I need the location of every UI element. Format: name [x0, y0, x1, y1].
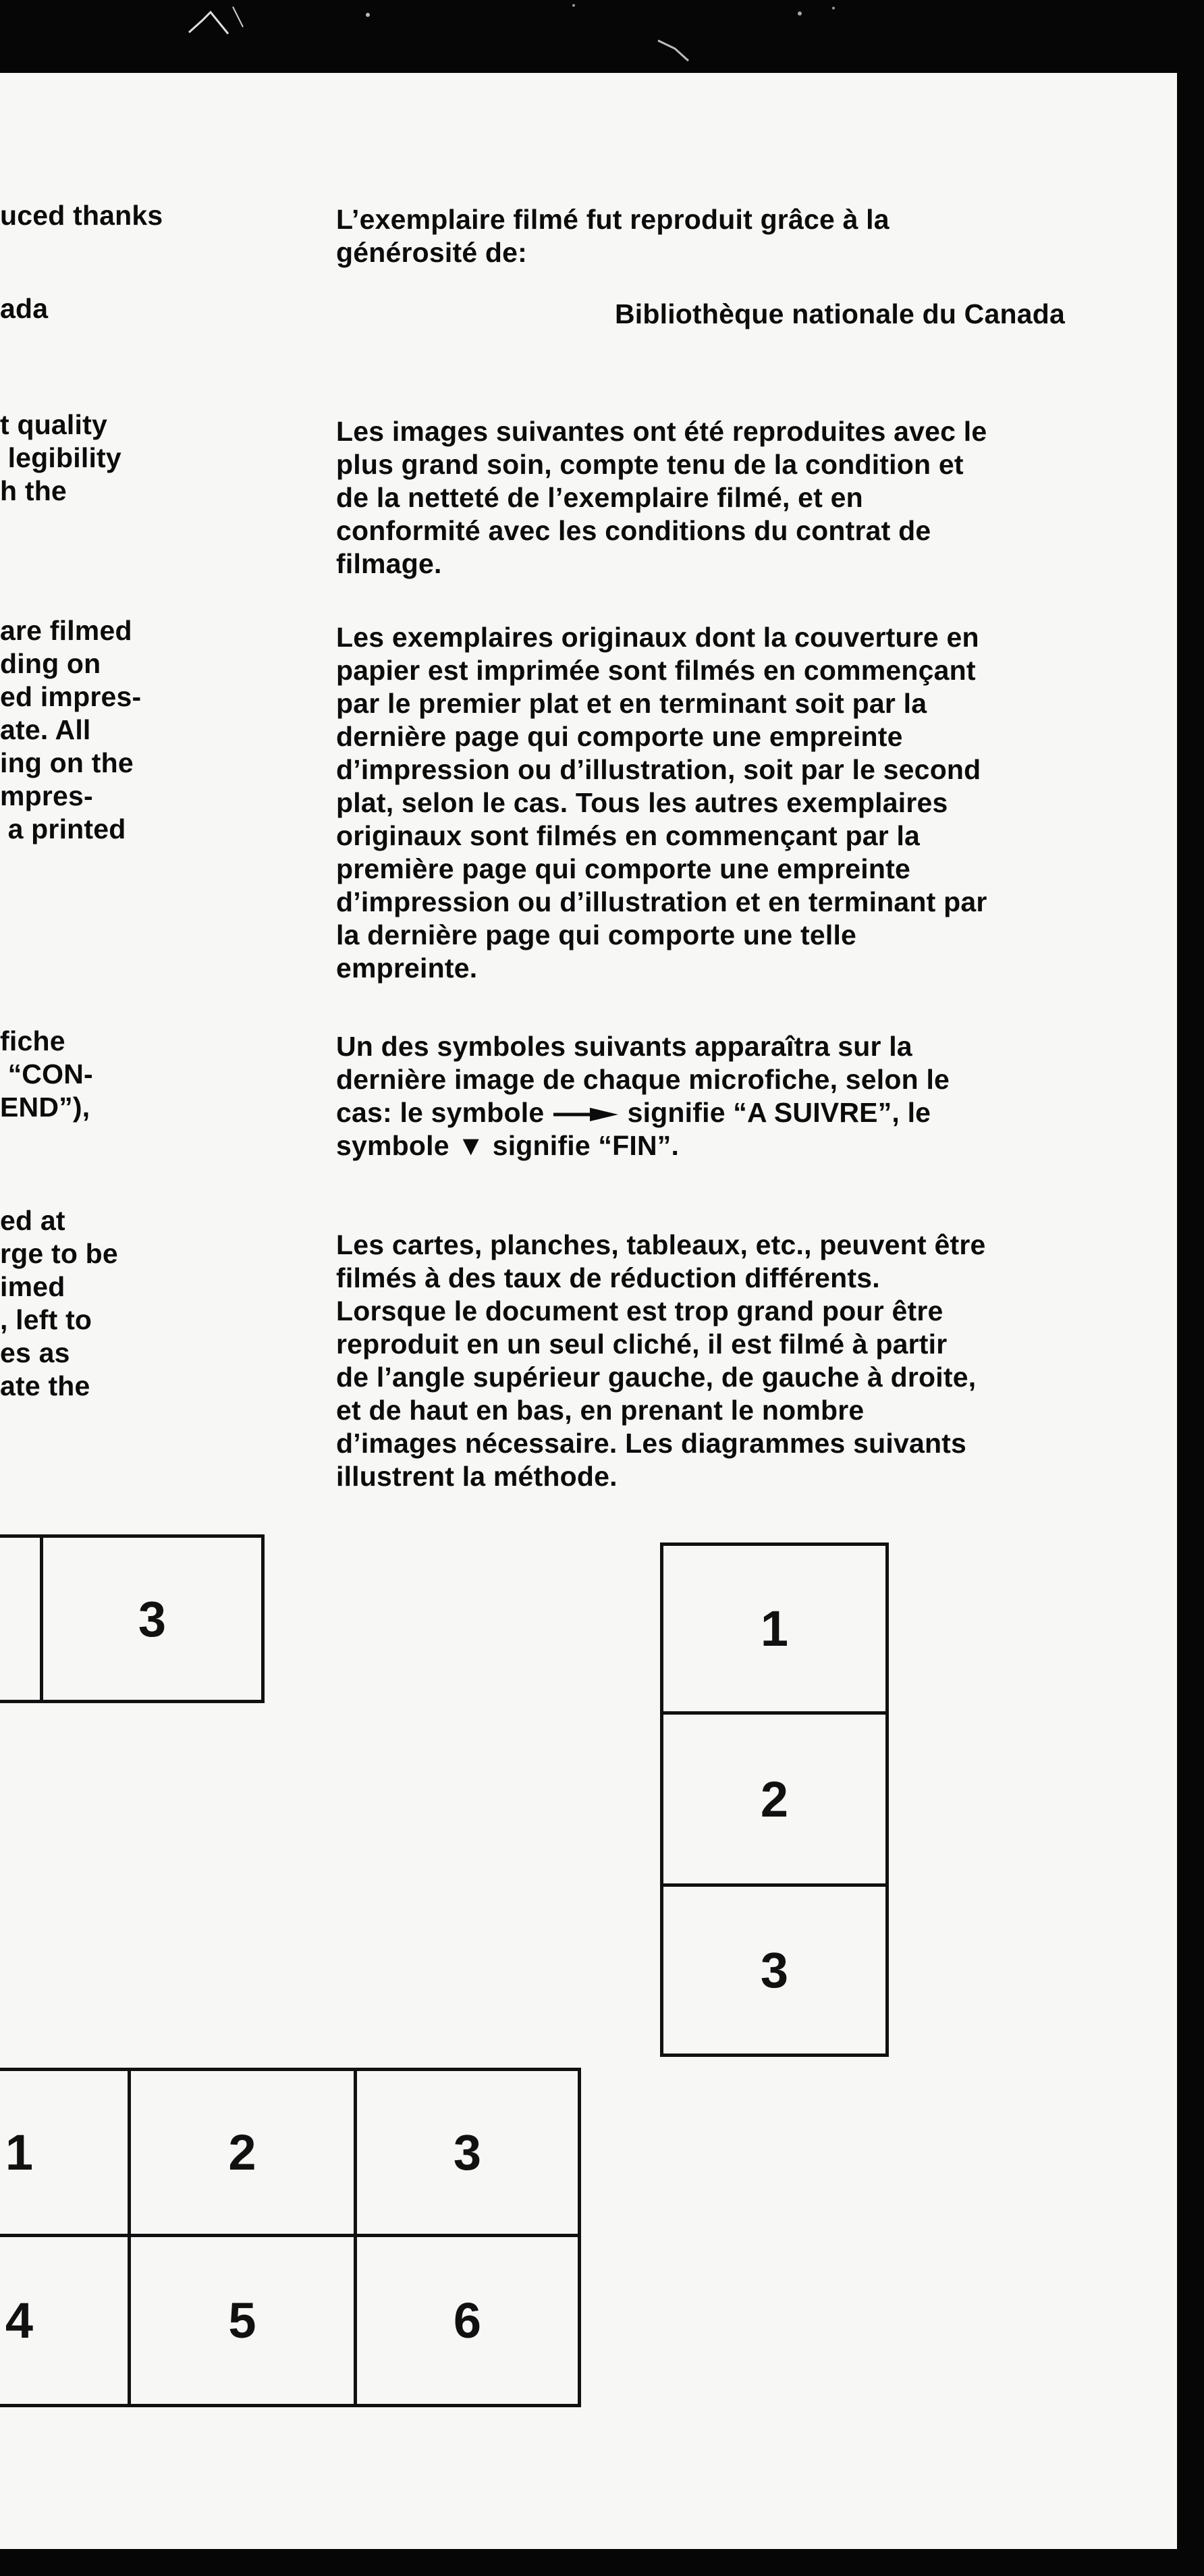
left-fragment: es as	[0, 1337, 70, 1368]
film-edge-specks	[0, 0, 1204, 74]
left-fragment: a printed	[0, 813, 126, 844]
left-fragment: fiche	[0, 1025, 65, 1056]
symbols-line: dernière image de chaque microfiche, selon le	[336, 1064, 950, 1095]
maps-paragraph: Les cartes, planches, tableaux, etc., peuvent être filmés à des taux de réduction différents. Lorsque le document est trop grand pour être reproduit en un seul cliché, il est filmé à partir de l’angle supérieur gauche, de gauche à droite, et de haut en bas, en prenant le nombre d’images nécessaire. Les diagrammes suivants illustrent la méthode.	[336, 1229, 986, 1492]
left-fragment: ing on the	[0, 747, 134, 778]
left-fragment: , left to	[0, 1304, 92, 1335]
left-fragment: t quality	[0, 409, 107, 440]
diagram-cell: 1	[660, 1542, 889, 1715]
institution-name: Bibliothèque nationale du Canada	[614, 298, 1065, 329]
left-fragment: h the	[0, 475, 67, 506]
left-fragment: ding on	[0, 648, 101, 679]
end-triangle-icon: ▼	[457, 1130, 485, 1161]
left-fragment: END”),	[0, 1092, 90, 1123]
diagram-cell: 3	[660, 1883, 889, 2057]
left-fragment: are filmed	[0, 615, 132, 646]
diagram-cell: 6	[354, 2234, 581, 2407]
left-fragment: mpres-	[0, 780, 93, 811]
left-fragment: “CON-	[0, 1058, 93, 1090]
diagram-cell: 3	[40, 1534, 265, 1703]
diagram-cell: 2	[128, 2068, 357, 2237]
diagram-cell: 2	[660, 1711, 889, 1887]
symbols-line	[336, 1129, 679, 1162]
document-page	[0, 73, 1177, 2549]
continued-arrow-icon	[552, 1106, 620, 1123]
left-fragment: imed	[0, 1271, 65, 1302]
left-fragment: ed at	[0, 1205, 65, 1236]
diagram-cell: 1	[0, 2068, 131, 2237]
diagram-cell: 4	[0, 2234, 131, 2407]
left-fragment: ada	[0, 293, 49, 324]
left-fragment: uced thanks	[0, 200, 163, 231]
left-fragment: ate the	[0, 1370, 90, 1401]
left-fragment: ate. All	[0, 714, 91, 745]
quality-paragraph: Les images suivantes ont été reproduites avec le plus grand soin, compte tenu de la condition et de la netteté de l’exemplaire filmé, et en conformité avec les conditions du contrat de filmage.	[336, 416, 987, 579]
diagram-cell: 5	[128, 2234, 357, 2407]
left-fragment: rge to be	[0, 1238, 118, 1269]
symbols-text: signifie “FIN”.	[485, 1130, 680, 1161]
left-fragment: legibility	[0, 442, 121, 473]
symbols-text: cas: le symbole	[336, 1097, 552, 1128]
diagram-cell	[0, 1534, 43, 1703]
symbols-line	[336, 1096, 931, 1129]
diagram-cell: 3	[354, 2068, 581, 2237]
symbols-text: signifie “A SUIVRE”, le	[619, 1097, 931, 1128]
symbols-text: symbole	[336, 1130, 458, 1161]
left-fragment: ed impres-	[0, 681, 142, 712]
originals-paragraph: Les exemplaires originaux dont la couverture en papier est imprimée sont filmés en commençant par le premier plat et en terminant soit par la dernière page qui comporte une empreinte d’impression ou d’illustration, soit par le second plat, selon le cas. Tous les autres exemplaires originaux sont filmés en commençant par la première page qui comporte une empreinte d’impression ou d’illustration et en terminant par la dernière page qui comporte une telle empreinte.	[336, 622, 987, 984]
intro-paragraph: L’exemplaire filmé fut reproduit grâce à la générosité de:	[336, 204, 890, 268]
symbols-line: Un des symboles suivants apparaîtra sur la	[336, 1031, 912, 1062]
